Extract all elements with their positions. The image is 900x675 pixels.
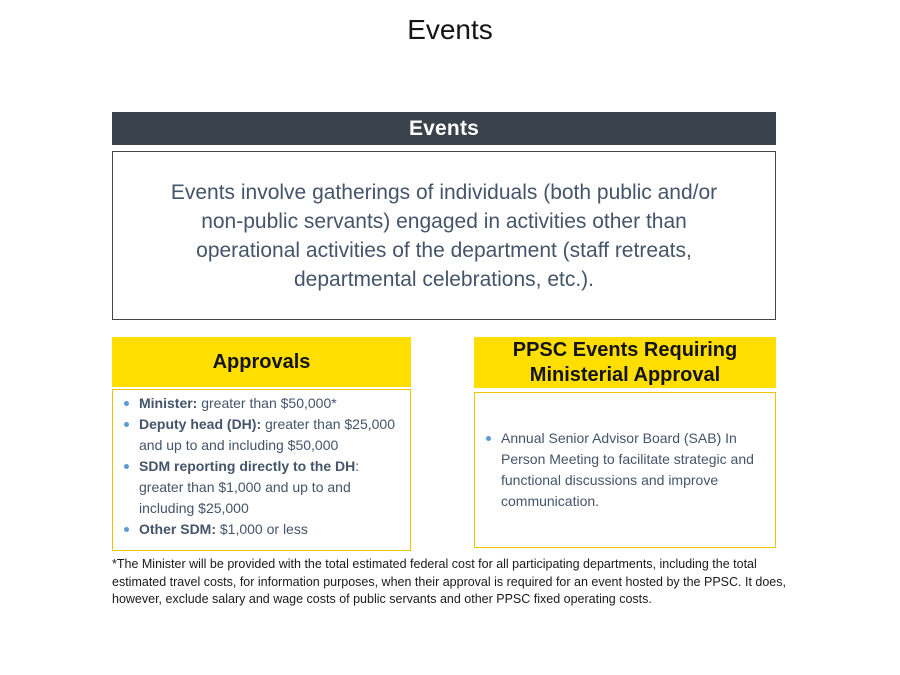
ministerial-title-line: PPSC Events Requiring	[512, 338, 738, 361]
ministerial-approval-header	[474, 337, 776, 388]
ministerial-title-line: Ministerial Approval	[529, 363, 721, 386]
item-term: SDM reporting directly to the DH	[139, 458, 356, 474]
list-item	[115, 393, 404, 414]
item-detail: : greater than $1,000 and up to and including $25,000	[139, 458, 360, 516]
approvals-list-box	[112, 389, 411, 551]
ministerial-list-box	[474, 392, 776, 548]
bullet-icon	[124, 527, 129, 532]
list-item	[115, 456, 404, 519]
list-item	[115, 414, 404, 456]
description-line: Events involve gatherings of individuals (both public and/or	[170, 180, 718, 204]
item-detail: Annual Senior Advisor Board (SAB) In Person Meeting to facilitate strategic and functional discussions and improve communication.	[501, 430, 754, 509]
list-item	[477, 428, 769, 512]
description-line: departmental celebrations, etc.).	[294, 267, 594, 291]
item-detail: $1,000 or less	[216, 521, 308, 537]
description-line: non-public servants) engaged in activities other than	[201, 209, 687, 233]
item-detail: greater than $50,000*	[197, 395, 337, 411]
description-line: operational activities of the department (staff retreats,	[196, 238, 692, 262]
item-term: Minister:	[139, 395, 198, 411]
item-term: Deputy head (DH):	[139, 416, 262, 432]
bullet-icon	[124, 422, 129, 427]
page-title: Events	[407, 14, 493, 45]
approvals-list	[115, 393, 404, 540]
approvals-title: Approvals	[212, 350, 311, 373]
item-term: Other SDM:	[139, 521, 216, 537]
section-header-title: Events	[408, 116, 480, 140]
bullet-icon	[486, 436, 491, 441]
ministerial-list	[477, 428, 769, 512]
events-description-box	[112, 151, 776, 320]
item-detail: greater than $25,000 and up to and including $50,000	[139, 416, 396, 453]
list-item	[115, 519, 404, 540]
bullet-icon	[124, 401, 129, 406]
bullet-icon	[124, 464, 129, 469]
footnote: *The Minister will be provided with the total estimated federal cost for all participating departments, including the total estimated travel costs, for information purposes, when their approval is required for an event hosted by the PPSC. It does, however, exclude salary and wage costs of public servants and other PPSC fixed operating costs.	[112, 557, 786, 606]
approvals-header	[112, 337, 411, 387]
section-header-bar	[112, 112, 776, 145]
